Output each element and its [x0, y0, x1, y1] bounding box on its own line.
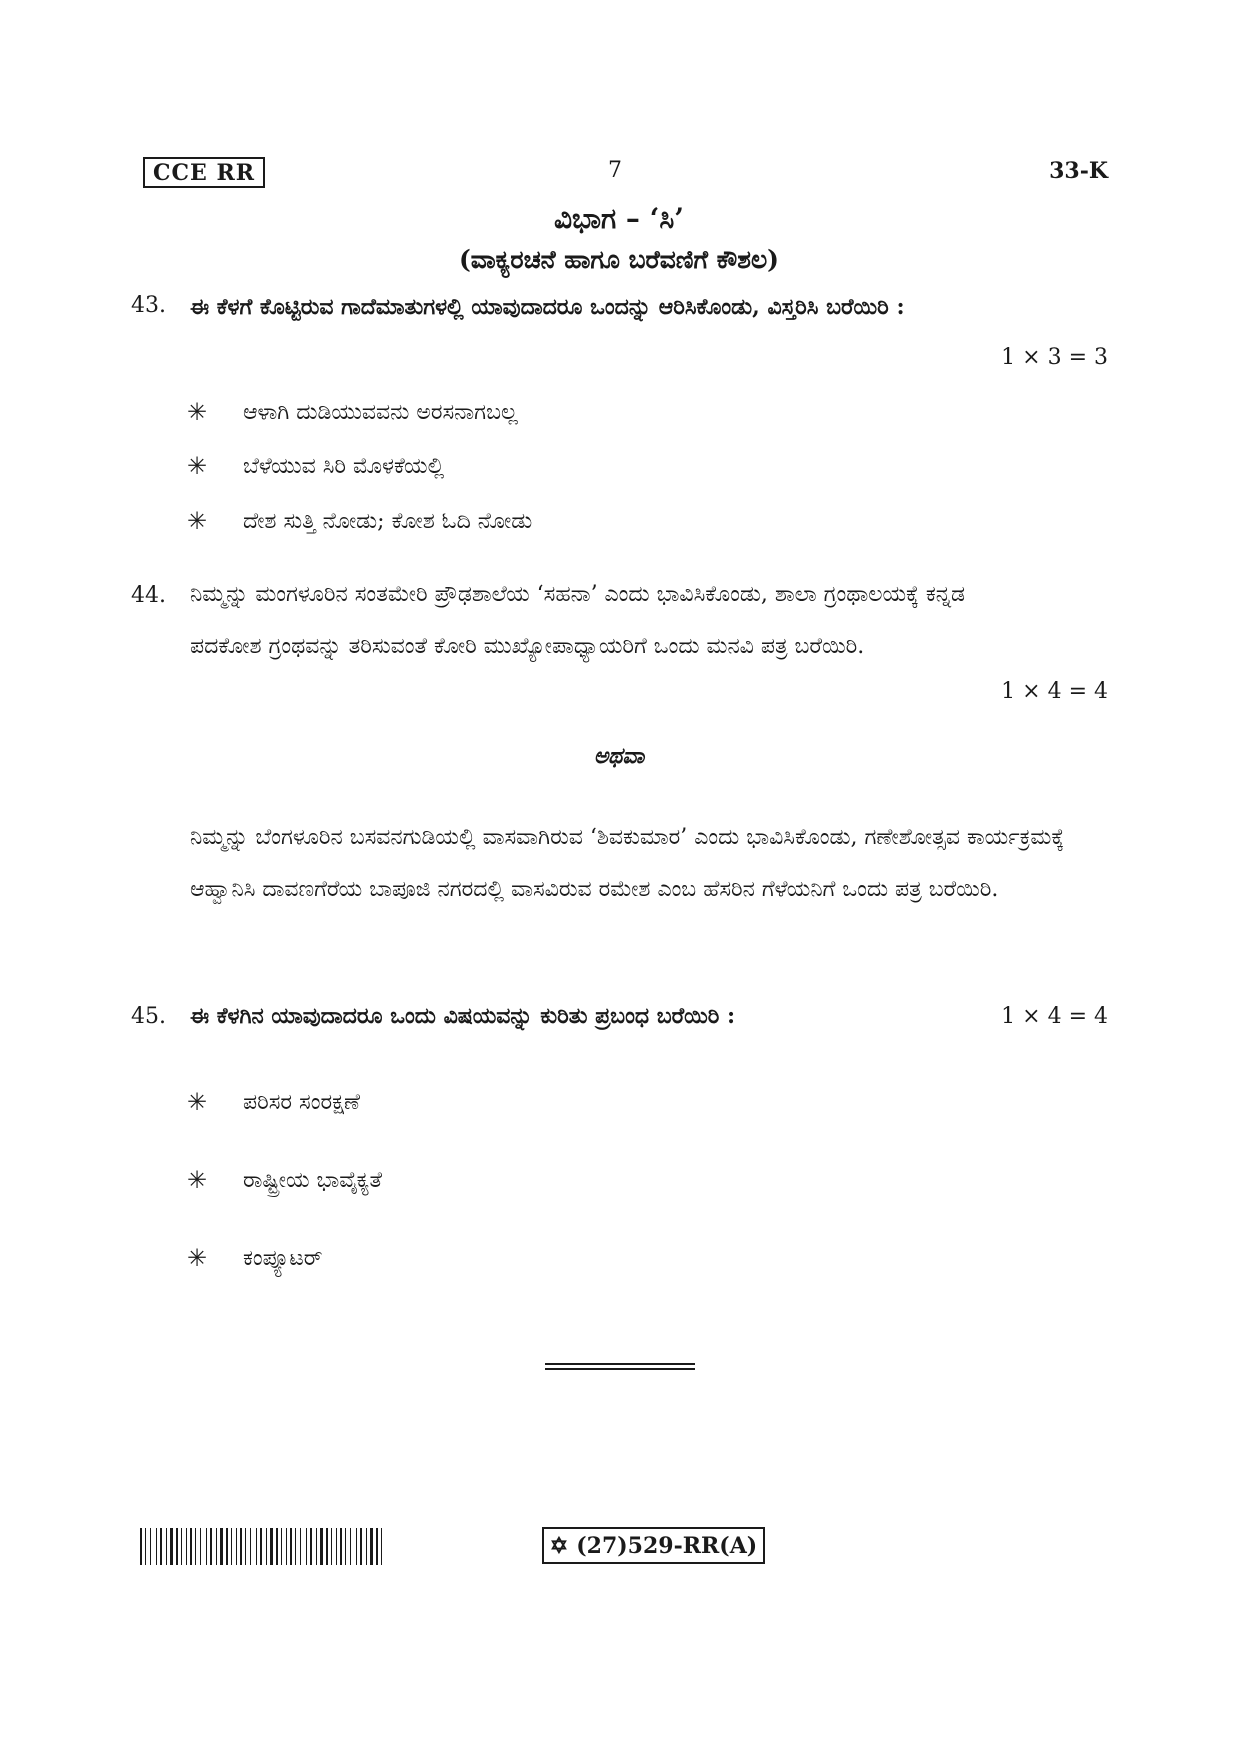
star-of-david-icon: ✡: [549, 1532, 569, 1559]
option-45-1: ಪರಿಸರ ಸಂರಕ್ಷಣೆ: [243, 1090, 361, 1115]
question-number-45: 45.: [131, 1004, 166, 1029]
question-text-43: ಈ ಕೆಳಗೆ ಕೊಟ್ಟಿರುವ ಗಾದೆಮಾತುಗಳಲ್ಲಿ ಯಾವುದಾದರೂ ಒಂದನ್ನು ಆರಿಸಿಕೊಂಡು, ವಿಸ್ತರಿಸಿ ಬರೆಯಿರಿ :: [190, 294, 905, 320]
bullet-star-icon: ✳: [187, 1244, 208, 1272]
bullet-star-icon: ✳: [187, 1166, 208, 1194]
marks-45: 1 × 4 = 4: [1001, 1004, 1108, 1029]
footer-code-box: [542, 1527, 765, 1564]
option-43-1: ಆಳಾಗಿ ದುಡಿಯುವವನು ಅರಸನಾಗಬಲ್ಲ: [243, 400, 518, 425]
bullet-star-icon: ✳: [187, 1088, 208, 1116]
bullet-star-icon: ✳: [187, 452, 208, 480]
marks-44: 1 × 4 = 4: [1001, 679, 1108, 704]
exam-code-box: CCE RR: [143, 157, 265, 188]
question-text-44: ನಿಮ್ಮನ್ನು ಮಂಗಳೂರಿನ ಸಂತಮೇರಿ ಪ್ರೌಢಶಾಲೆಯ ‘ಸಹನಾ’ ಎಂದು ಭಾವಿಸಿಕೊಂಡು, ಶಾಲಾ ಗ್ರಂಥಾಲಯಕ್ಕೆ ಕನ್ನಡ ಪದಕೋಶ ಗ್ರಂಥವನ್ನು ತರಿಸುವಂತೆ ಕೋರಿ ಮುಖ್ಯೋಪಾಧ್ಯಾಯರಿಗೆ ಒಂದು ಮನವಿ ಪತ್ರ ಬರೆಯಿರಿ.: [190, 582, 966, 659]
bullet-star-icon: ✳: [187, 507, 208, 535]
section-subtitle: (ವಾಕ್ಯರಚನೆ ಹಾಗೂ ಬರೆವಣಿಗೆ ಕೌಶಲ): [458, 245, 780, 274]
option-45-2: ರಾಷ್ಟ್ರೀಯ ಭಾವೈಕ್ಯತೆ: [243, 1168, 383, 1193]
question-text-45: ಈ ಕೆಳಗಿನ ಯಾವುದಾದರೂ ಒಂದು ವಿಷಯವನ್ನು ಕುರಿತು ಪ್ರಬಂಧ ಬರೆಯಿರಿ :: [190, 1003, 736, 1029]
marks-43: 1 × 3 = 3: [1001, 345, 1108, 370]
option-43-2: ಬೆಳೆಯುವ ಸಿರಿ ಮೊಳಕೆಯಲ್ಲಿ: [243, 454, 445, 479]
section-title: ವಿಭಾಗ – ‘ಸಿ’: [553, 202, 685, 235]
question-number-44: 44.: [131, 583, 166, 608]
option-45-3: ಕಂಪ್ಯೂಟರ್: [243, 1246, 323, 1271]
bullet-star-icon: ✳: [187, 398, 208, 426]
question-number-43: 43.: [131, 293, 166, 318]
or-label: ಅಥವಾ: [593, 743, 645, 769]
page-number: 7: [608, 158, 622, 183]
footer-code: (27)529-RR(A): [576, 1532, 758, 1559]
option-43-3: ದೇಶ ಸುತ್ತಿ ನೋಡು; ಕೋಶ ಓದಿ ನೋಡು: [243, 509, 533, 534]
paper-code: 33-K: [1049, 158, 1108, 184]
barcode-icon: [140, 1528, 383, 1565]
end-double-rule: [545, 1363, 695, 1370]
question-text-44-alt: ನಿಮ್ಮನ್ನು ಬೆಂಗಳೂರಿನ ಬಸವನಗುಡಿಯಲ್ಲಿ ವಾಸವಾಗಿರುವ ‘ಶಿವಕುಮಾರ’ ಎಂದು ಭಾವಿಸಿಕೊಂಡು, ಗಣೇಶೋತ್ಸವ ಕಾರ್ಯಕ್ರಮಕ್ಕೆ ಆಹ್ವಾನಿಸಿ ದಾವಣಗೆರೆಯ ಬಾಪೂಜಿ ನಗರದಲ್ಲಿ ವಾಸವಿರುವ ರಮೇಶ ಎಂಬ ಹೆಸರಿನ ಗೆಳೆಯನಿಗೆ ಒಂದು ಪತ್ರ ಬರೆಯಿರಿ.: [190, 825, 1065, 902]
